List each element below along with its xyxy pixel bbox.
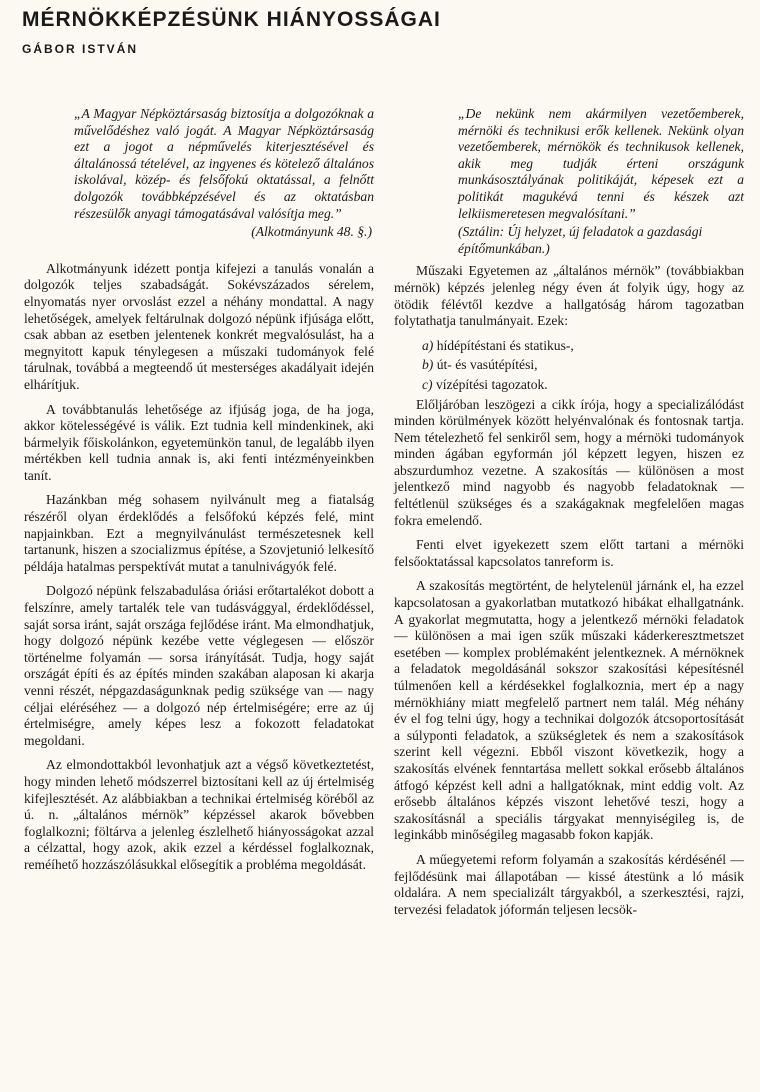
list-item-letter: a) bbox=[422, 337, 434, 353]
list-item bbox=[422, 377, 744, 394]
list-item-text: út- és vasútépítési, bbox=[436, 357, 538, 373]
left-paragraph-2: A továbbtanulás lehetősége az ifjúság joga, de ha joga, akkor kötelességévé is válik. Ezt tudnia kell mindenkinek, aki bármelyik főiskolánkon, egyetemünkön tanul, de legalább ilyen mértékben kell tudnia annak is, aki fenti intézményeinkben tanít. bbox=[24, 401, 374, 483]
article-title: MÉRNÖKKÉPZÉSÜNK HIÁNYOSSÁGAI bbox=[22, 8, 441, 31]
list-item-text: vízépítési tagozatok. bbox=[435, 376, 548, 392]
tagozat-list bbox=[394, 338, 744, 394]
left-epigraph-source: (Alkotmányunk 48. §.) bbox=[251, 224, 372, 240]
list-item-text: hídépítéstani és statikus-, bbox=[436, 337, 574, 353]
right-column bbox=[394, 106, 744, 926]
list-item bbox=[422, 357, 744, 374]
list-item-letter: b) bbox=[422, 357, 434, 373]
article-author: GÁBOR ISTVÁN bbox=[22, 42, 139, 56]
left-column bbox=[24, 106, 374, 882]
left-paragraph-3: Hazánkban még sohasem nyilvánult meg a fiatalság részéről olyan érdeklődés a felsőfokú képzés felé, mint napjainkban. Ezt a megnyilvánulást természetesnek kell tartanunk, hiszen a szocializmus építése, a Szovjetunió lelkesítő példája hatalmas perspektívát mutat a tanulnivágyók felé. bbox=[24, 492, 374, 574]
left-epigraph: „A Magyar Népköztársaság biztosítja a dolgozóknak a művelődéshez való jogát. A Magyar Népköztársaság ezt a jogot a népművelés kiterjesztésével és általánossá tételével, az ingyenes és kötelező általános iskolával, közép- és felsőfokú oktatással, a felnőtt dolgozók továbbképzésével és az oktatásban részesülők anyagi támogatásával valósítja meg.” bbox=[74, 106, 374, 221]
left-paragraph-4: Dolgozó népünk felszabadulása óriási erőtartalékot dobott a felszínre, amely tartalék tele van tudásvággyal, érdeklődéssel, saját sorsa iránt, saját országa fejlődése iránt. Ma elmondhatjuk, hogy dolgozó népünk kezébe vette véglegesen — először történelme folyamán — sorsa irányítását. Tudja, hogy saját országát építi és az építés minden szakában alaposan ki akarja venni részét, népgazdaságunknak pedig szüksége van — nagy céljai eléréséhez — a dolgozó nép értelmiségére; erre az új értelmiségre, amely képes lesz a fokozott feladatokat megoldani. bbox=[24, 583, 374, 748]
right-paragraph-1: Előljáróban leszögezi a cikk írója, hogy a specializálódást minden körülmények között helyénvalónak és fontosnak tartja. Nem tételezhető fel senkiről sem, hogy a mérnöki tudományok minden ágában egyformán jól képzett legyen, hiszen ez abszurdumhoz vezetne. A szakosítás — különösen a most jelentkező mind nagyobb és nagyobb feladatoknak — feltétlenül szükséges és a szakágaknak megfelelően magas fokra emelendő. bbox=[394, 396, 744, 528]
left-paragraph-1: Alkotmányunk idézett pontja kifejezi a tanulás vonalán a dolgozók teljes szabadságát. Sokévszázados sérelem, elnyomatás nyer orvoslást ezzel a néhány mondattal. A nagy lehetőségek, amelyek feltárulnak dolgozó népünk ifjúsága előtt, csak abban az esetben jelentenek konkrét megvalósulást, ha a megnyitott kapuk ténylegesen a műszaki tudományok felé tárulnak, továbbá a megteendő út mesterséges akadályait idején elhárítjuk. bbox=[24, 260, 374, 392]
right-paragraph-4: A műegyetemi reform folyamán a szakosítás kérdésénél — fejlődésünk mai állapotában — kissé átestünk a ló másik oldalára. A nem specializált tárgyakból, a szerkesztési, rajzi, tervezési feladatok jóformán teljesen lecsök- bbox=[394, 851, 744, 917]
list-item-letter: c) bbox=[422, 376, 433, 392]
left-paragraph-5: Az elmondottakból levonhatjuk azt a végső következtetést, hogy minden lehető módszerrel biztosítani kell az új értelmiség kifejlesztését. Az alábbiakban a technikai értelmiség köréből az ú. n. „általános mérnök” képzéssel akarok bővebben foglalkozni; föltárva a jelenleg észlelhető hiányosságokat azzal a célzattal, hogy azok, akik ezzel a kérdéssel foglalkoznak, reméíhető hozzászólásukkal elősegítik a probléma megoldását. bbox=[24, 757, 374, 872]
list-item bbox=[422, 338, 744, 355]
right-paragraph-2: Fenti elvet igyekezett szem előtt tartani a mérnöki felsőoktatással kapcsolatos tanreform is. bbox=[394, 537, 744, 569]
right-intro-paragraph: Műszaki Egyetemen az „általános mérnök” (továbbiakban mérnök) képzés jelenleg négy éven át folyik úgy, hogy az ötödik félévtől kezdve a hallgatóság három tagozatban folytathatja tanulmányait. Ezek: bbox=[394, 263, 744, 329]
right-paragraph-3: A szakosítás megtörtént, de helytelenül járnánk el, ha ezzel kapcsolatosan a gyakorlatban mutatkozó hibákat elhallgatnánk. A gyakorlat megmutatta, hogy a jelentkező mérnöki feladatok — különösen a mai igen szűk műszaki káderkeresztmetszet esetében — komplex problémaként jelentkeznek. A mérnöknek a feladatok megoldásánál sokszor szakosítási képesítésnél túlmenően kell a kérdésekkel foglalkoznia, mert ép a nagy mérnökhiány miatt megfelelő partnert nem talál. Még néhány év el fog telni úgy, hogy a technikai dolgozók átcsoportosítását a súlyponti feladatok, a szükségletek és nem a szakosítások szerint kell végezni. Ebből viszont következik, hogy a szakosítás elvének fenntartása mellett sokkal erősebb általános átfogó képzést kell adni a hallgatóknak, mint eddig volt. Az erősebb általános képzés viszont lehetővé teszi, hogy a szakosításnál a speciális tárgyakat mennyiségileg is, de leginkább minőségileg magasabb fokon kapják. bbox=[394, 578, 744, 843]
right-epigraph-source: (Sztálin: Új helyzet, új feladatok a gazdasági építőmunkában.) bbox=[458, 224, 703, 256]
right-epigraph: „De nekünk nem akármilyen vezetőemberek, mérnöki és technikusi erők kellenek. Nekünk olyan vezetőemberek, mérnökök és technikusok kellenek, akik meg tudják érteni országunk munkásosztályának politikáját, képesek ezt a politikát magukévá tenni és készek azt lelkiismeretesen megvalósítani.” bbox=[458, 106, 744, 221]
